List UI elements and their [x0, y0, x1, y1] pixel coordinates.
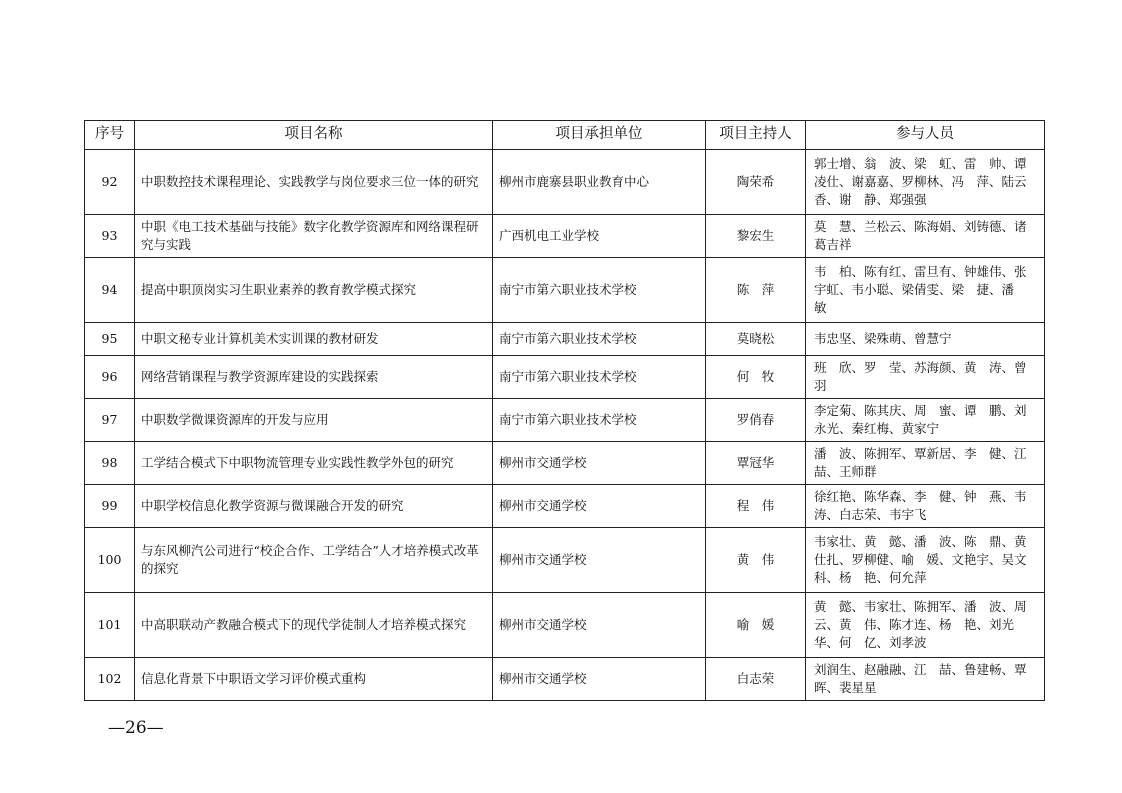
- table-row: [85, 528, 1045, 593]
- cell-project-name: 工学结合模式下中职物流管理专业实践性教学外包的研究: [135, 442, 493, 485]
- cell-project-name: 中职数控技术课程理论、实践教学与岗位要求三位一体的研究: [135, 150, 493, 215]
- cell-project-host: 白志荣: [706, 658, 806, 701]
- table-row: [85, 150, 1045, 215]
- cell-participants: 郭士增、翁 波、梁 虹、雷 帅、谭凌仕、谢嘉嘉、罗柳林、冯 萍、陆云香、谢 静、郑强强: [806, 150, 1045, 215]
- cell-project-host: 覃冠华: [706, 442, 806, 485]
- cell-project-name: 信息化背景下中职语文学习评价模式重构: [135, 658, 493, 701]
- cell-participants: 韦家壮、黄 懿、潘 波、陈 鼎、黄仕扎、罗柳健、喻 媛、文艳宇、吴文科、杨 艳、何允萍: [806, 528, 1045, 593]
- cell-participants: 徐红艳、陈华森、李 健、钟 燕、韦 涛、白志荣、韦宇飞: [806, 485, 1045, 528]
- cell-undertaking-unit: 南宁市第六职业技术学校: [493, 356, 706, 399]
- cell-project-name: 与东风柳汽公司进行“校企合作、工学结合”人才培养模式改革的探究: [135, 528, 493, 593]
- cell-project-name: 中高职联动产教融合模式下的现代学徒制人才培养模式探究: [135, 593, 493, 658]
- table-row: [85, 323, 1045, 356]
- cell-project-host: 黄 伟: [706, 528, 806, 593]
- cell-project-name: 中职学校信息化教学资源与微课融合开发的研究: [135, 485, 493, 528]
- table-row: [85, 356, 1045, 399]
- header-participants: 参与人员: [806, 121, 1045, 150]
- cell-serial: 102: [85, 658, 135, 701]
- cell-serial: 92: [85, 150, 135, 215]
- cell-participants: 潘 波、陈拥军、覃新居、李 健、江 喆、王师群: [806, 442, 1045, 485]
- table-header: [85, 121, 1045, 150]
- cell-serial: 96: [85, 356, 135, 399]
- cell-project-host: 喻 媛: [706, 593, 806, 658]
- cell-participants: 黄 懿、韦家壮、陈拥军、潘 波、周 云、黄 伟、陈才连、杨 艳、刘光华、何 亿、刘孝波: [806, 593, 1045, 658]
- cell-project-host: 黎宏生: [706, 215, 806, 258]
- cell-serial: 101: [85, 593, 135, 658]
- header-serial: 序号: [85, 121, 135, 150]
- cell-undertaking-unit: 柳州市交通学校: [493, 658, 706, 701]
- cell-serial: 95: [85, 323, 135, 356]
- cell-undertaking-unit: 南宁市第六职业技术学校: [493, 258, 706, 323]
- cell-project-name: 中职文秘专业计算机美术实训课的教材研发: [135, 323, 493, 356]
- cell-serial: 97: [85, 399, 135, 442]
- header-project-name: 项目名称: [135, 121, 493, 150]
- cell-serial: 93: [85, 215, 135, 258]
- cell-undertaking-unit: 柳州市交通学校: [493, 593, 706, 658]
- cell-participants: 班 欣、罗 莹、苏海颜、黄 涛、曾 羽: [806, 356, 1045, 399]
- table-row: [85, 258, 1045, 323]
- header-project-host: 项目主持人: [706, 121, 806, 150]
- cell-project-name: 中职数学微课资源库的开发与应用: [135, 399, 493, 442]
- table-row: [85, 399, 1045, 442]
- table-row: [85, 658, 1045, 701]
- project-table: [84, 120, 1045, 701]
- cell-project-host: 陶荣希: [706, 150, 806, 215]
- cell-project-host: 罗俏春: [706, 399, 806, 442]
- table-row: [85, 215, 1045, 258]
- cell-participants: 韦忠坚、梁殊萌、曾慧宁: [806, 323, 1045, 356]
- cell-undertaking-unit: 柳州市交通学校: [493, 442, 706, 485]
- cell-project-name: 中职《电工技术基础与技能》数字化教学资源库和网络课程研究与实践: [135, 215, 493, 258]
- table-row: [85, 593, 1045, 658]
- cell-serial: 98: [85, 442, 135, 485]
- cell-undertaking-unit: 广西机电工业学校: [493, 215, 706, 258]
- header-row: [85, 121, 1045, 150]
- cell-participants: 韦 柏、陈有红、雷旦有、钟雄伟、张宇虹、韦小聪、梁倩雯、梁 捷、潘 敏: [806, 258, 1045, 323]
- cell-project-host: 程 伟: [706, 485, 806, 528]
- cell-serial: 94: [85, 258, 135, 323]
- cell-project-host: 莫晓松: [706, 323, 806, 356]
- cell-undertaking-unit: 南宁市第六职业技术学校: [493, 323, 706, 356]
- cell-project-name: 网络营销课程与教学资源库建设的实践探索: [135, 356, 493, 399]
- cell-participants: 李定菊、陈其庆、周 蜜、谭 鹏、刘永光、秦红梅、黄家宁: [806, 399, 1045, 442]
- table-body: [85, 150, 1045, 701]
- cell-project-name: 提高中职顶岗实习生职业素养的教育教学模式探究: [135, 258, 493, 323]
- cell-undertaking-unit: 南宁市第六职业技术学校: [493, 399, 706, 442]
- cell-project-host: 何 牧: [706, 356, 806, 399]
- page-number: —26—: [108, 718, 164, 738]
- cell-serial: 99: [85, 485, 135, 528]
- table-row: [85, 442, 1045, 485]
- cell-project-host: 陈 萍: [706, 258, 806, 323]
- cell-undertaking-unit: 柳州市鹿寨县职业教育中心: [493, 150, 706, 215]
- table-row: [85, 485, 1045, 528]
- header-undertaking-unit: 项目承担单位: [493, 121, 706, 150]
- cell-undertaking-unit: 柳州市交通学校: [493, 528, 706, 593]
- cell-undertaking-unit: 柳州市交通学校: [493, 485, 706, 528]
- cell-participants: 莫 慧、兰松云、陈海娟、刘铸德、诸葛吉祥: [806, 215, 1045, 258]
- cell-participants: 刘润生、赵融融、江 喆、鲁建畅、覃 晖、裴星星: [806, 658, 1045, 701]
- cell-serial: 100: [85, 528, 135, 593]
